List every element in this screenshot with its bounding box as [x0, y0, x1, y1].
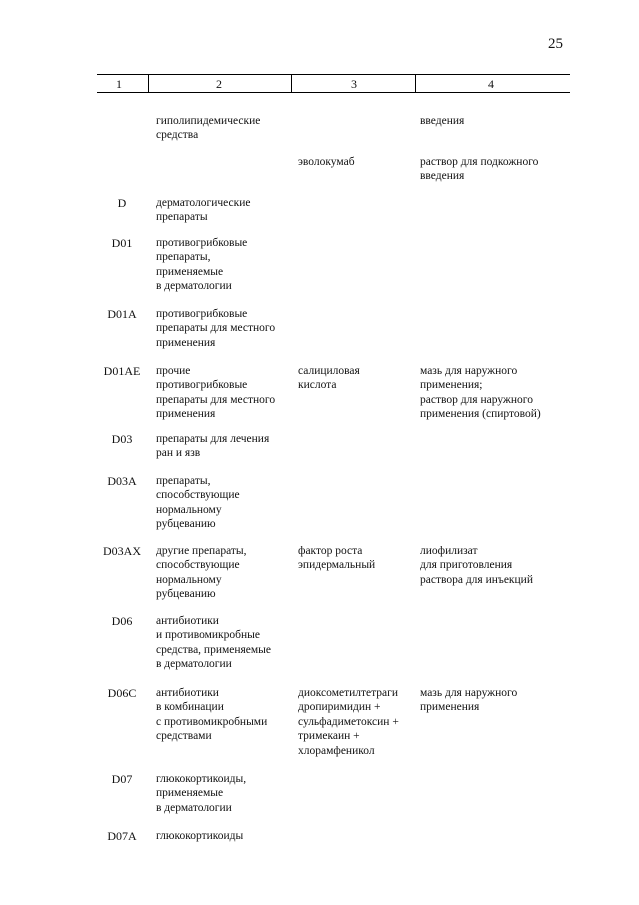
group-cell: другие препараты, способствующие нормальному рубцеванию: [156, 545, 247, 601]
atc-code: D: [117, 196, 127, 210]
group-cell: антибиотики и противомикробные средства, применяемые в дерматологии: [156, 615, 272, 671]
atc-code: D01A: [107, 307, 137, 321]
drug-cell: эволокумаб: [298, 156, 355, 168]
group-cell: противогрибковые препараты для местного применения: [156, 308, 276, 349]
form-cell: лиофилизат для приготовления раствора для инъекций: [420, 545, 533, 586]
form-cell: введения: [420, 115, 465, 127]
table-header: [97, 74, 570, 93]
form-cell: мазь для наружного применения: [420, 687, 518, 714]
atc-code: D03AX: [103, 544, 141, 558]
drug-cell: диоксометилтетраги дропиримидин + сульфадиметоксин + тримекаин + хлорамфеникол: [298, 687, 399, 757]
atc-code: D03: [111, 432, 133, 446]
group-cell: противогрибковые препараты, применяемые в дерматологии: [156, 237, 248, 293]
atc-code: D03A: [107, 474, 137, 488]
atc-code: D06C: [107, 686, 137, 700]
header-col-4: 4: [488, 77, 494, 91]
form-cell: мазь для наружного применения; раствор для наружного применения (спиртовой): [420, 365, 541, 421]
group-cell: дерматологические препараты: [156, 197, 251, 224]
drug-cell: салициловая кислота: [298, 365, 360, 392]
group-cell: глюкокортикоиды, применяемые в дерматологии: [156, 773, 247, 814]
header-col-1: 1: [116, 77, 122, 91]
page-number: 25: [548, 36, 563, 52]
drug-cell: фактор роста эпидермальный: [298, 545, 376, 572]
atc-code: D07A: [107, 829, 137, 843]
form-cell: раствор для подкожного введения: [420, 156, 539, 183]
header-col-3: 3: [351, 77, 357, 91]
atc-code: D07: [111, 772, 133, 786]
group-cell: препараты для лечения ран и язв: [156, 433, 270, 460]
atc-code: D01AE: [103, 364, 141, 378]
atc-code: D06: [111, 614, 133, 628]
group-cell: гиполипидемические средства: [156, 115, 261, 142]
group-cell: препараты, способствующие нормальному рубцеванию: [156, 475, 240, 531]
atc-code: D01: [111, 236, 133, 250]
group-cell: глюкокортикоиды: [156, 830, 244, 842]
group-cell: антибиотики в комбинации с противомикробными средствами: [156, 687, 268, 743]
group-cell: прочие противогрибковые препараты для местного применения: [156, 365, 276, 421]
header-col-2: 2: [216, 77, 222, 91]
